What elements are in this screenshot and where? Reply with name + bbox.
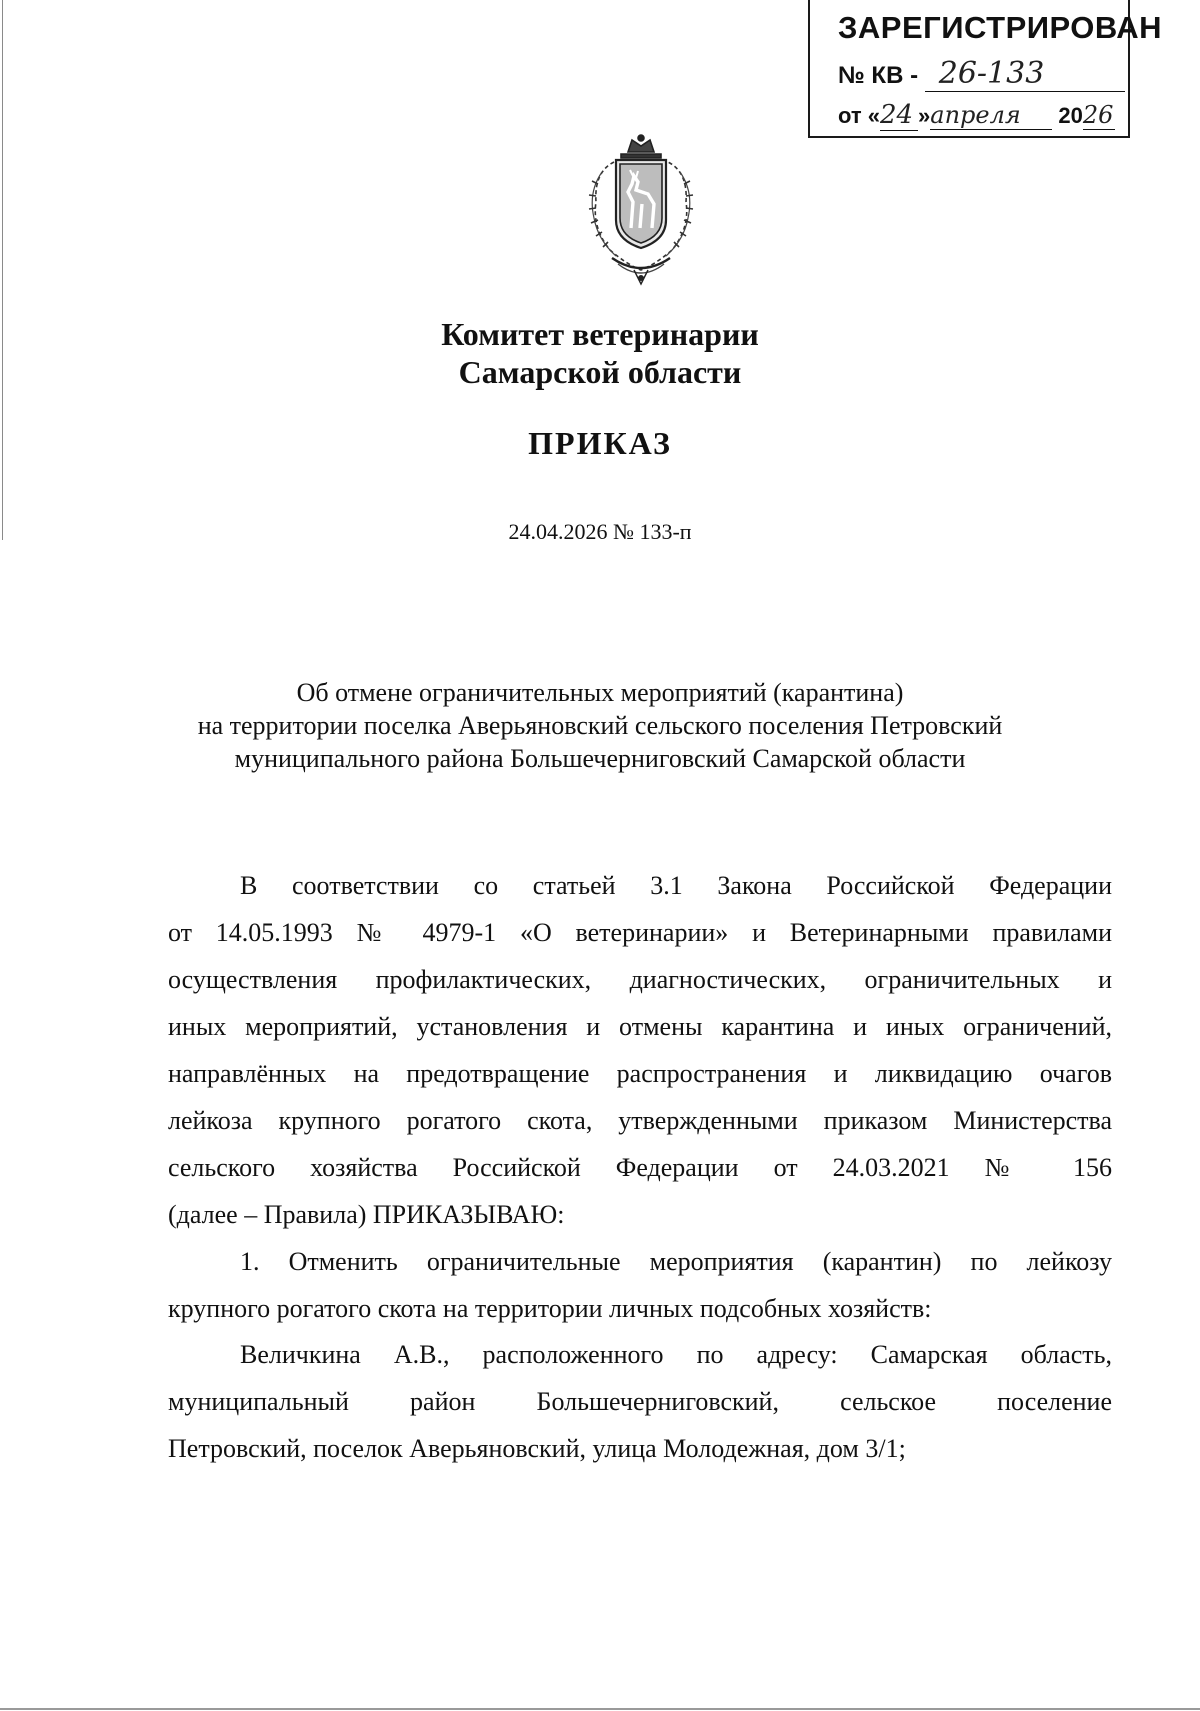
document-type-heading: ПРИКАЗ xyxy=(528,425,672,461)
paragraph-line: В соответствии со статьей 3.1 Закона Российской Федерации xyxy=(240,871,1112,900)
organization-name-line1: Комитет ветеринарии xyxy=(441,316,759,352)
paragraph-line: (далее – Правила) ПРИКАЗЫВАЮ: xyxy=(168,1200,565,1229)
scan-edge-bottom xyxy=(0,1708,1200,1710)
paragraph-line: Петровский, поселок Аверьяновский, улица Молодежная, дом 3/1; xyxy=(168,1434,906,1463)
stamp-number-line xyxy=(838,56,1125,92)
stamp-date-sep: » xyxy=(918,103,931,128)
stamp-number-prefix: № КВ - xyxy=(838,62,919,89)
order-item-1 xyxy=(168,1238,1112,1332)
paragraph-line: Величкина А.В., расположенного по адресу: Самарская область, xyxy=(240,1340,1112,1369)
subject-line: муниципального района Большечерниговский Самарской области xyxy=(234,744,966,773)
organization-name-line2: Самарской области xyxy=(458,354,742,390)
subject-line: Об отмене ограничительных мероприятий (карантина) xyxy=(296,678,904,707)
stamp-year-handwritten: 26 xyxy=(1082,101,1114,129)
stamp-month-handwritten: апреля xyxy=(930,101,1021,129)
paragraph-line: направлённых на предотвращение распространения и ликвидацию очагов xyxy=(168,1059,1112,1088)
paragraph-line: крупного рогатого скота на территории личных подсобных хозяйств: xyxy=(168,1294,932,1323)
stamp-number-field xyxy=(925,56,1125,92)
stamp-title: ЗАРЕГИСТРИРОВАН xyxy=(838,10,1163,45)
stamp-date-prefix: от « xyxy=(838,103,881,128)
document-date-number: 24.04.2026 № 133-п xyxy=(508,519,692,544)
document-subject xyxy=(150,676,1050,775)
registration-stamp xyxy=(808,0,1163,138)
stamp-date-line xyxy=(838,100,1115,131)
subject-line: на территории поселка Аверьяновский сельского поселения Петровский xyxy=(197,711,1003,740)
stamp-day-handwritten: 24 xyxy=(880,100,914,130)
paragraph-line: иных мероприятий, установления и отмены карантина и иных ограничений, xyxy=(168,1012,1112,1041)
paragraph-line: 1. Отменить ограничительные мероприятия (карантин) по лейкозу xyxy=(240,1247,1112,1276)
paragraph-line: муниципальный район Большечерниговский, сельское поселение xyxy=(168,1387,1112,1416)
paragraph-line: лейкоза крупного рогатого скота, утвержденными приказом Министерства xyxy=(168,1106,1112,1135)
paragraph-line: от 14.05.1993 № 4979-1 «О ветеринарии» и Ветеринарными правилами xyxy=(168,918,1112,947)
coat-of-arms-emblem xyxy=(576,132,706,287)
preamble-paragraph xyxy=(168,862,1112,1238)
household-paragraph xyxy=(168,1331,1112,1472)
stamp-day-field xyxy=(880,100,918,131)
paragraph-line: сельского хозяйства Российской Федерации от 24.03.2021 № 156 xyxy=(168,1153,1112,1182)
stamp-year-field xyxy=(1083,101,1115,130)
stamp-number-handwritten: 26-133 xyxy=(938,56,1045,91)
stamp-year-prefix: 20 xyxy=(1058,103,1083,128)
stamp-month-field xyxy=(930,101,1052,130)
paragraph-line: осуществления профилактических, диагностических, ограничительных и xyxy=(168,965,1112,994)
